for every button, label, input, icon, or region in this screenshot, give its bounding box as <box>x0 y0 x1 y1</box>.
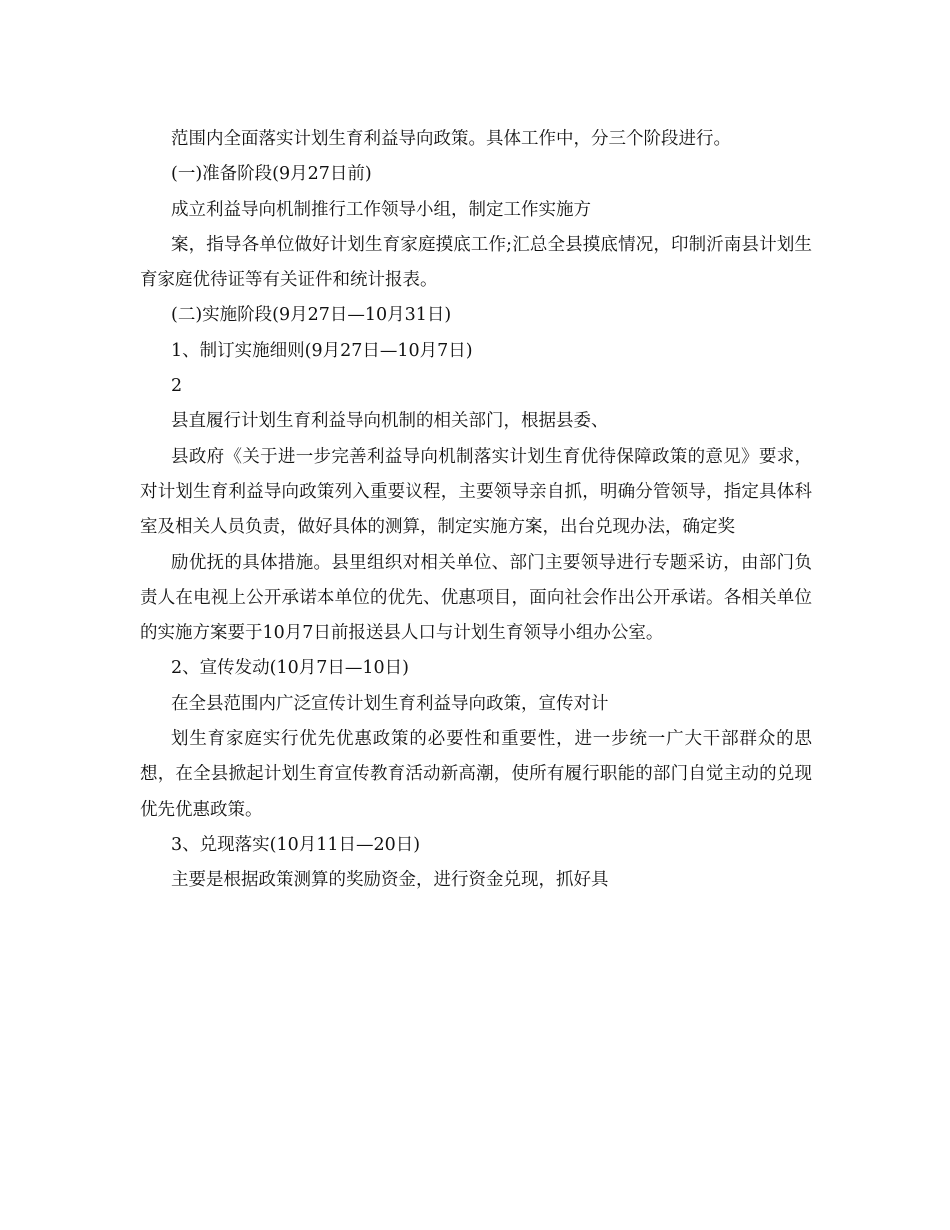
document-body <box>140 122 812 899</box>
paragraph: 县政府《关于进一步完善利益导向机制落实计划生育优待保障政策的意见》要求，对计划生育利益导向政策列入重要议程，主要领导亲自抓，明确分管领导，指定具体科室及相关人员负责，做好具体的测算，制定实施方案，出台兑现办法，确定奖 <box>140 446 812 538</box>
paragraph: 划生育家庭实行优先优惠政策的必要性和重要性，进一步统一广大干部群众的思想，在全县掀起计划生育宣传教育活动新高潮，使所有履行职能的部门自觉主动的兑现优先优惠政策。 <box>140 729 812 820</box>
paragraph: 县直履行计划生育利益导向机制的相关部门，根据县委、 <box>171 411 609 432</box>
paragraph: 主要是根据政策测算的奖励资金，进行资金兑现，抓好具 <box>171 870 609 891</box>
paragraph: (一)准备阶段(9月27日前) <box>171 164 372 185</box>
paragraph: 案，指导各单位做好计划生育家庭摸底工作;汇总全县摸底情况，印制沂南县计划生育家庭优待证等有关证件和统计报表。 <box>140 234 812 291</box>
paragraph: 成立利益导向机制推行工作领导小组，制定工作实施方 <box>171 199 591 220</box>
paragraph: 范围内全面落实计划生育利益导向政策。具体工作中，分三个阶段进行。 <box>171 129 731 149</box>
paragraph: 3、兑现落实(10月11日—20日) <box>171 834 421 855</box>
paragraph: 1、制订实施细则(9月27日—10月7日) <box>171 340 473 361</box>
paragraph: (二)实施阶段(9月27日—10月31日) <box>171 305 452 326</box>
paragraph: 励优抚的具体措施。县里组织对相关单位、部门主要领导进行专题采访，由部门负责人在电视上公开承诺本单位的优先、优惠项目，面向社会作出公开承诺。各相关单位的实施方案要于10月7日前报送县人口与计划生育领导小组办公室。 <box>140 552 812 644</box>
paragraph: 2 <box>171 376 183 397</box>
paragraph: 2、宣传发动(10月7日—10日) <box>171 658 409 679</box>
paragraph: 在全县范围内广泛宣传计划生育利益导向政策，宣传对计 <box>171 693 609 714</box>
